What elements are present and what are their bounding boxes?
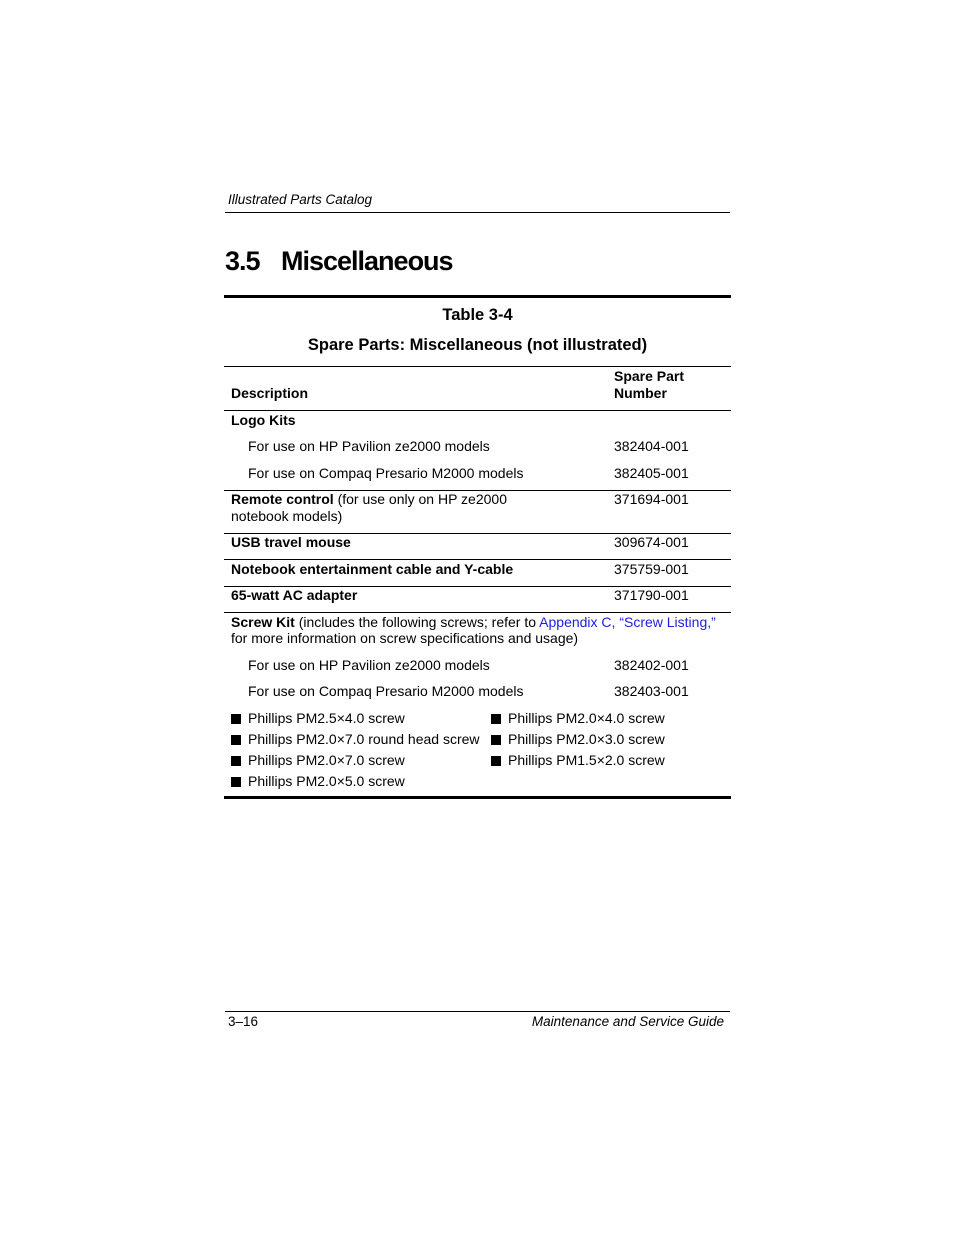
part-number: 382405-001 [614, 465, 689, 481]
bullet-icon [231, 756, 241, 766]
logo-kit-compaq-description: For use on Compaq Presario M2000 models [248, 465, 524, 481]
bullet-icon [491, 735, 501, 745]
usb-mouse-name: USB travel mouse [231, 534, 351, 550]
part-number: 309674-001 [614, 534, 689, 550]
remote-control-note: (for use only on HP ze2000 [333, 491, 507, 507]
screw-kit-hp-description: For use on HP Pavilion ze2000 models [248, 657, 490, 673]
footer-title: Maintenance and Service Guide [531, 1014, 724, 1029]
running-header: Illustrated Parts Catalog [228, 192, 373, 207]
table-rule [224, 410, 731, 411]
part-number: 382402-001 [614, 657, 689, 673]
header-rule [225, 212, 730, 213]
part-number: 382404-001 [614, 438, 689, 454]
table-label: Table 3-4 [442, 306, 513, 324]
screw-label: Phillips PM2.0×3.0 screw [508, 731, 665, 747]
remote-control-name: Remote control [231, 491, 334, 507]
list-item [231, 752, 405, 769]
part-number: 375759-001 [614, 561, 689, 577]
footer-rule [225, 1011, 730, 1012]
screw-label: Phillips PM2.0×7.0 round head screw [248, 731, 480, 747]
page-number: 3–16 [228, 1014, 259, 1029]
cable-name: Notebook entertainment cable and Y-cable [231, 561, 514, 577]
page-title: Miscellaneous [281, 246, 453, 276]
list-item [231, 773, 405, 790]
column-header-part-line2: Number [614, 385, 667, 401]
table-rule [224, 559, 731, 560]
appendix-c-link[interactable]: Appendix C, “Screw Listing,” [539, 614, 716, 630]
screw-label: Phillips PM2.0×5.0 screw [248, 773, 405, 789]
bullet-icon [231, 714, 241, 724]
column-header-part-line1: Spare Part [614, 368, 685, 384]
adapter-name: 65-watt AC adapter [231, 587, 358, 603]
list-item [231, 731, 480, 748]
part-number: 371790-001 [614, 587, 689, 603]
list-item [491, 710, 665, 727]
bullet-icon [231, 777, 241, 787]
list-item [491, 731, 665, 748]
screw-kit-description [231, 614, 716, 631]
screw-label: Phillips PM1.5×2.0 screw [508, 752, 665, 768]
screw-label: Phillips PM2.5×4.0 screw [248, 710, 405, 726]
remote-control-description [231, 491, 507, 508]
bullet-icon [231, 735, 241, 745]
screw-kit-note: (includes the following screws; refer to [294, 614, 540, 630]
screw-label: Phillips PM2.0×4.0 screw [508, 710, 665, 726]
bullet-icon [491, 714, 501, 724]
logo-kits-title: Logo Kits [231, 412, 296, 428]
bullet-icon [491, 756, 501, 766]
table-bottom-rule [224, 796, 731, 799]
table-rule [224, 612, 731, 613]
table-top-rule [224, 295, 731, 298]
screw-kit-compaq-description: For use on Compaq Presario M2000 models [248, 683, 524, 699]
section-number: 3.5 [225, 246, 260, 276]
column-header-description: Description [231, 385, 309, 401]
part-number: 371694-001 [614, 491, 689, 507]
screw-kit-note-line2: for more information on screw specifications and usage) [231, 630, 579, 646]
screw-kit-name: Screw Kit [231, 614, 295, 630]
list-item [491, 752, 665, 769]
remote-control-note-line2: notebook models) [231, 508, 343, 524]
logo-kit-hp-description: For use on HP Pavilion ze2000 models [248, 438, 490, 454]
table-caption: Spare Parts: Miscellaneous (not illustrated) [307, 336, 648, 354]
table-header-rule [224, 366, 731, 367]
screw-label: Phillips PM2.0×7.0 screw [248, 752, 405, 768]
part-number: 382403-001 [614, 683, 689, 699]
list-item [231, 710, 405, 727]
